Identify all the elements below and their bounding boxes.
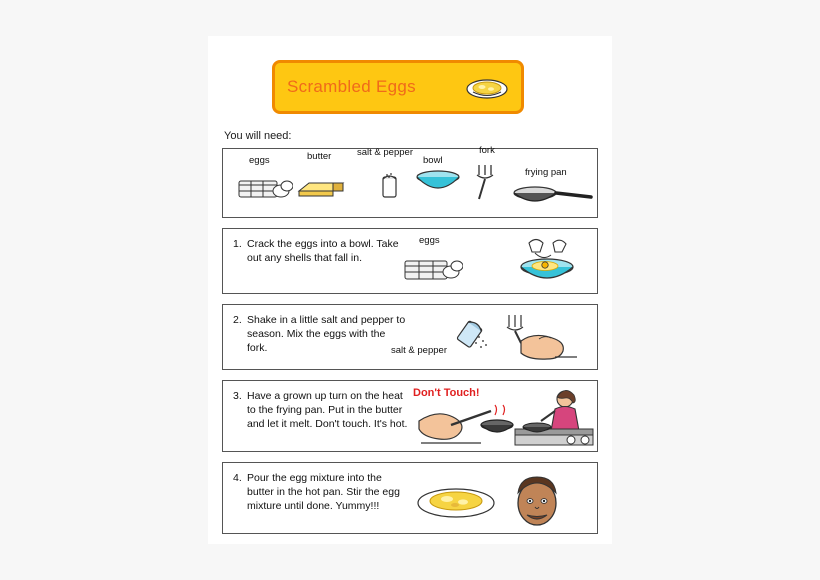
salt-shaker-icon (445, 311, 495, 364)
step-4-text-wrap (233, 471, 408, 513)
ingredient-label-butter: butter (307, 151, 332, 162)
step-2-caption: salt & pepper (391, 345, 447, 356)
step-box-4 (222, 462, 598, 534)
step-box-2 (222, 304, 598, 370)
step-2-text-wrap (233, 313, 408, 355)
adult-at-stove-icon (507, 387, 601, 454)
smiling-face-icon (511, 473, 563, 534)
step-4-text: Pour the egg mixture into the butter in the hot pan. Stir the egg mixture until done. Yummy!!! (247, 472, 400, 512)
ingredient-label-salt-pepper: salt & pepper (357, 147, 413, 158)
step-2-text: Shake in a little salt and pepper to season. Mix the eggs with the fork. (247, 314, 406, 354)
ingredient-label-frying-pan: frying pan (525, 167, 567, 178)
title-banner (272, 60, 524, 114)
plate-of-scrambled-eggs-icon (413, 481, 499, 528)
salt-shaker-icon (375, 167, 403, 206)
ingredient-label-fork: fork (479, 145, 495, 156)
you-will-need-label: You will need: (224, 130, 292, 142)
step-box-3 (222, 380, 598, 452)
step-3-number: 3. (233, 390, 242, 402)
step-3-text-wrap (233, 389, 408, 431)
step-2-number: 2. (233, 314, 242, 326)
hand-mixing-with-fork-icon (491, 313, 601, 370)
egg-carton-icon (237, 171, 293, 206)
ingredient-label-eggs: eggs (249, 155, 270, 166)
page-title: Scrambled Eggs (287, 77, 416, 96)
step-3-text: Have a grown up turn on the heat to the frying pan. Put in the butter and let it melt. Don't touch. It's hot. (247, 390, 408, 430)
step-1-caption: eggs (419, 235, 440, 246)
step-1-number: 1. (233, 238, 242, 250)
worksheet-page (208, 36, 612, 544)
egg-cracking-into-bowl-icon (495, 237, 605, 296)
ingredients-box (222, 145, 598, 218)
frying-pan-icon (509, 183, 595, 214)
fork-icon (471, 161, 505, 206)
butter-stick-icon (295, 171, 349, 204)
step-1-text-wrap (233, 237, 408, 265)
hot-pan-warning-icon (413, 403, 521, 456)
step-1-text: Crack the eggs into a bowl. Take out any shells that fall in. (247, 238, 399, 264)
egg-carton-icon (403, 251, 463, 290)
blue-bowl-icon (413, 169, 463, 204)
step-4-number: 4. (233, 472, 242, 484)
scrambled-eggs-plate-icon (465, 74, 509, 100)
dont-touch-warning: Don't Touch! (413, 387, 480, 399)
ingredient-label-bowl: bowl (423, 155, 443, 166)
step-box-1 (222, 228, 598, 294)
